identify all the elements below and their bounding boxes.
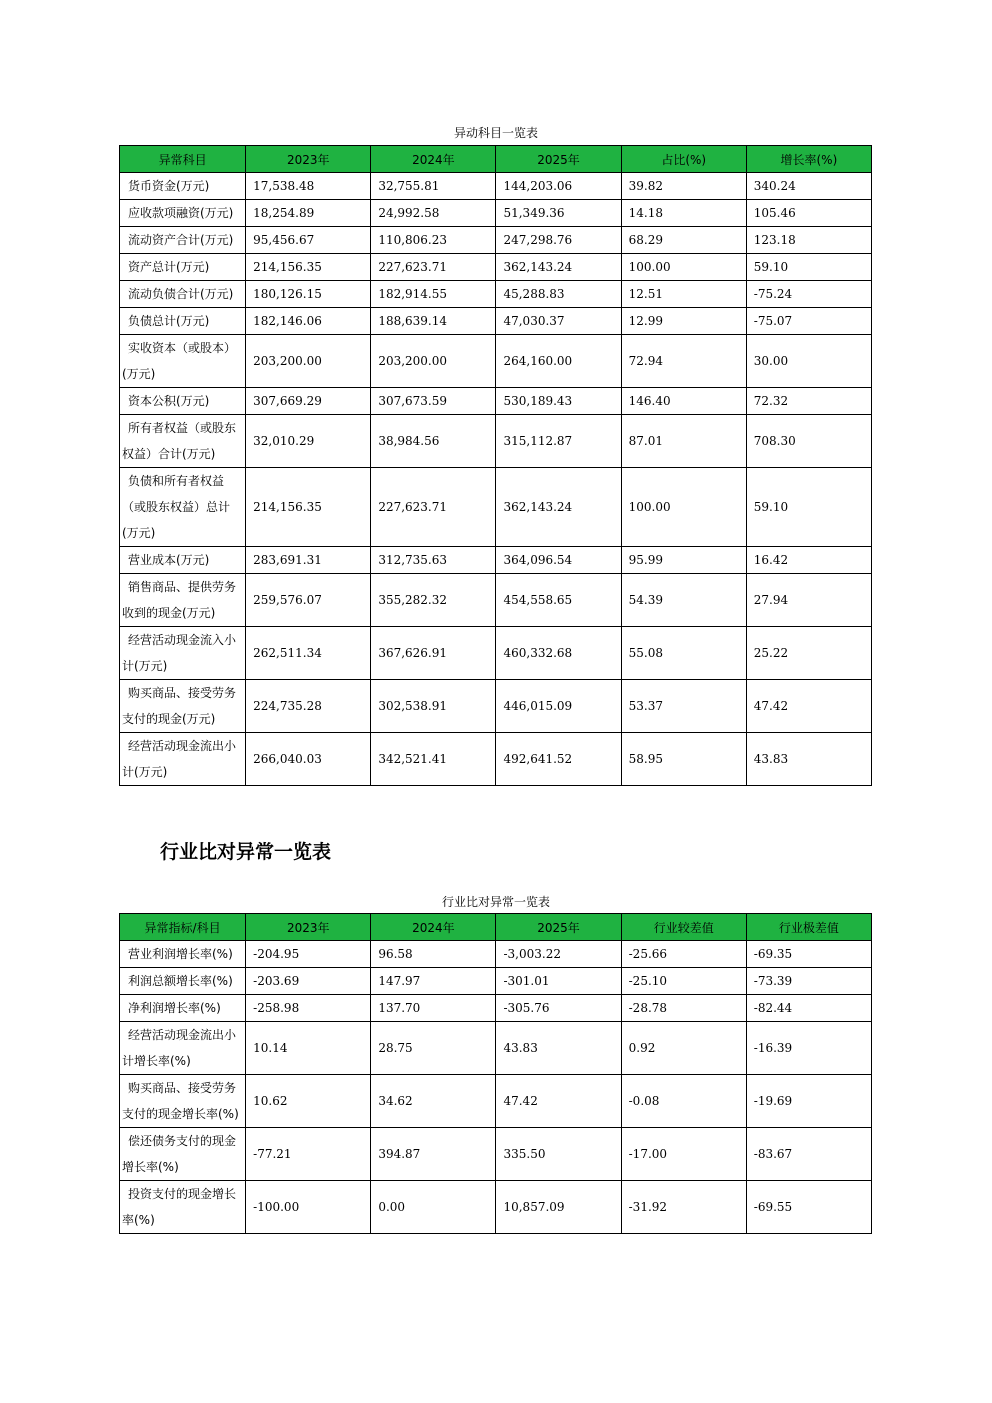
section-heading: 行业比对异常一览表 [160, 841, 332, 863]
value-cell: -75.24 [746, 281, 871, 308]
value-cell: -258.98 [246, 995, 371, 1022]
table-row [120, 627, 872, 680]
value-cell: -305.76 [496, 995, 621, 1022]
value-cell: 147.97 [371, 968, 496, 995]
value-cell: 95.99 [621, 547, 746, 574]
header-cell: 占比(%) [621, 146, 746, 173]
table-row [120, 941, 872, 968]
value-cell: -17.00 [621, 1128, 746, 1181]
table-row [120, 733, 872, 786]
table-row [120, 1022, 872, 1075]
value-cell: 227,623.71 [371, 254, 496, 281]
table-row [120, 968, 872, 995]
row-label: 应收款项融资(万元) [120, 200, 246, 227]
value-cell: 32,755.81 [371, 173, 496, 200]
value-cell: 394.87 [371, 1128, 496, 1181]
value-cell: -73.39 [746, 968, 871, 995]
table2-caption: 行业比对异常一览表 [441, 895, 550, 909]
value-cell: -77.21 [246, 1128, 371, 1181]
value-cell: 53.37 [621, 680, 746, 733]
table-header-row [120, 914, 872, 941]
row-label: 投资支付的现金增长率(%) [120, 1181, 246, 1234]
table-row [120, 227, 872, 254]
value-cell: 214,156.35 [246, 254, 371, 281]
value-cell: 110,806.23 [371, 227, 496, 254]
table-row [120, 173, 872, 200]
value-cell: -100.00 [246, 1181, 371, 1234]
value-cell: 18,254.89 [246, 200, 371, 227]
value-cell: 123.18 [746, 227, 871, 254]
row-label: 流动资产合计(万元) [120, 227, 246, 254]
value-cell: 188,639.14 [371, 308, 496, 335]
value-cell: 203,200.00 [246, 335, 371, 388]
value-cell: 144,203.06 [496, 173, 621, 200]
value-cell: 12.51 [621, 281, 746, 308]
table-row [120, 1075, 872, 1128]
value-cell: 0.92 [621, 1022, 746, 1075]
value-cell: 30.00 [746, 335, 871, 388]
value-cell: -25.66 [621, 941, 746, 968]
row-label: 营业利润增长率(%) [120, 941, 246, 968]
value-cell: 446,015.09 [496, 680, 621, 733]
header-cell: 行业极差值 [746, 914, 871, 941]
value-cell: 47,030.37 [496, 308, 621, 335]
header-cell: 2023年 [246, 914, 371, 941]
value-cell: 10.14 [246, 1022, 371, 1075]
value-cell: -83.67 [746, 1128, 871, 1181]
value-cell: 10,857.09 [496, 1181, 621, 1234]
value-cell: 259,576.07 [246, 574, 371, 627]
value-cell: 0.00 [371, 1181, 496, 1234]
value-cell: 203,200.00 [371, 335, 496, 388]
value-cell: 100.00 [621, 468, 746, 547]
value-cell: 355,282.32 [371, 574, 496, 627]
row-label: 营业成本(万元) [120, 547, 246, 574]
value-cell: 315,112.87 [496, 415, 621, 468]
value-cell: 38,984.56 [371, 415, 496, 468]
value-cell: -28.78 [621, 995, 746, 1022]
value-cell: 47.42 [746, 680, 871, 733]
row-label: 负债和所有者权益（或股东权益）总计(万元) [120, 468, 246, 547]
row-label: 销售商品、提供劳务收到的现金(万元) [120, 574, 246, 627]
value-cell: 530,189.43 [496, 388, 621, 415]
value-cell: 454,558.65 [496, 574, 621, 627]
value-cell: 12.99 [621, 308, 746, 335]
header-cell: 异常指标/科目 [120, 914, 246, 941]
row-label: 资产总计(万元) [120, 254, 246, 281]
value-cell: 262,511.34 [246, 627, 371, 680]
header-cell: 异常科目 [120, 146, 246, 173]
table-row [120, 200, 872, 227]
value-cell: 340.24 [746, 173, 871, 200]
row-label: 流动负债合计(万元) [120, 281, 246, 308]
value-cell: 342,521.41 [371, 733, 496, 786]
value-cell: 95,456.67 [246, 227, 371, 254]
header-cell: 2024年 [371, 914, 496, 941]
value-cell: 58.95 [621, 733, 746, 786]
table-row [120, 547, 872, 574]
value-cell: 68.29 [621, 227, 746, 254]
value-cell: 72.94 [621, 335, 746, 388]
table-row [120, 1128, 872, 1181]
value-cell: -25.10 [621, 968, 746, 995]
value-cell: 335.50 [496, 1128, 621, 1181]
value-cell: 227,623.71 [371, 468, 496, 547]
value-cell: 59.10 [746, 468, 871, 547]
value-cell: 182,146.06 [246, 308, 371, 335]
value-cell: 362,143.24 [496, 468, 621, 547]
value-cell: 367,626.91 [371, 627, 496, 680]
value-cell: -75.07 [746, 308, 871, 335]
value-cell: 214,156.35 [246, 468, 371, 547]
table-row [120, 415, 872, 468]
value-cell: 39.82 [621, 173, 746, 200]
value-cell: 87.01 [621, 415, 746, 468]
table-row [120, 335, 872, 388]
table-row [120, 1181, 872, 1234]
header-cell: 2024年 [371, 146, 496, 173]
table-row [120, 308, 872, 335]
value-cell: 146.40 [621, 388, 746, 415]
header-cell: 增长率(%) [746, 146, 871, 173]
value-cell: 54.39 [621, 574, 746, 627]
value-cell: -3,003.22 [496, 941, 621, 968]
value-cell: 362,143.24 [496, 254, 621, 281]
row-label: 利润总额增长率(%) [120, 968, 246, 995]
table-row [120, 995, 872, 1022]
value-cell: 708.30 [746, 415, 871, 468]
value-cell: 34.62 [371, 1075, 496, 1128]
value-cell: 137.70 [371, 995, 496, 1022]
value-cell: 59.10 [746, 254, 871, 281]
value-cell: 492,641.52 [496, 733, 621, 786]
row-label: 所有者权益（或股东权益）合计(万元) [120, 415, 246, 468]
header-cell: 行业较差值 [621, 914, 746, 941]
value-cell: 312,735.63 [371, 547, 496, 574]
value-cell: 302,538.91 [371, 680, 496, 733]
value-cell: 43.83 [746, 733, 871, 786]
row-label: 货币资金(万元) [120, 173, 246, 200]
row-label: 购买商品、接受劳务支付的现金(万元) [120, 680, 246, 733]
row-label: 经营活动现金流出小计(万元) [120, 733, 246, 786]
table-row [120, 388, 872, 415]
table-row [120, 281, 872, 308]
table-header-row [120, 146, 872, 173]
value-cell: -31.92 [621, 1181, 746, 1234]
table-row [120, 468, 872, 547]
value-cell: -0.08 [621, 1075, 746, 1128]
value-cell: 51,349.36 [496, 200, 621, 227]
value-cell: -16.39 [746, 1022, 871, 1075]
value-cell: 28.75 [371, 1022, 496, 1075]
value-cell: -69.55 [746, 1181, 871, 1234]
value-cell: 43.83 [496, 1022, 621, 1075]
value-cell: 17,538.48 [246, 173, 371, 200]
value-cell: 16.42 [746, 547, 871, 574]
row-label: 净利润增长率(%) [120, 995, 246, 1022]
value-cell: 307,669.29 [246, 388, 371, 415]
table-row [120, 574, 872, 627]
value-cell: 96.58 [371, 941, 496, 968]
value-cell: 307,673.59 [371, 388, 496, 415]
value-cell: 105.46 [746, 200, 871, 227]
header-cell: 2023年 [246, 146, 371, 173]
value-cell: 100.00 [621, 254, 746, 281]
header-cell: 2025年 [496, 146, 621, 173]
row-label: 购买商品、接受劳务支付的现金增长率(%) [120, 1075, 246, 1128]
value-cell: 27.94 [746, 574, 871, 627]
value-cell: 460,332.68 [496, 627, 621, 680]
row-label: 经营活动现金流出小计增长率(%) [120, 1022, 246, 1075]
value-cell: -82.44 [746, 995, 871, 1022]
value-cell: 224,735.28 [246, 680, 371, 733]
value-cell: 180,126.15 [246, 281, 371, 308]
value-cell: -301.01 [496, 968, 621, 995]
header-cell: 2025年 [496, 914, 621, 941]
value-cell: 14.18 [621, 200, 746, 227]
anomaly-accounts-table [119, 145, 872, 786]
value-cell: -203.69 [246, 968, 371, 995]
value-cell: 364,096.54 [496, 547, 621, 574]
value-cell: 283,691.31 [246, 547, 371, 574]
value-cell: 47.42 [496, 1075, 621, 1128]
value-cell: 45,288.83 [496, 281, 621, 308]
row-label: 偿还债务支付的现金增长率(%) [120, 1128, 246, 1181]
value-cell: -19.69 [746, 1075, 871, 1128]
table1-caption: 异动科目一览表 [453, 126, 538, 140]
value-cell: 10.62 [246, 1075, 371, 1128]
row-label: 经营活动现金流入小计(万元) [120, 627, 246, 680]
row-label: 资本公积(万元) [120, 388, 246, 415]
table-row [120, 254, 872, 281]
value-cell: 247,298.76 [496, 227, 621, 254]
row-label: 实收资本（或股本）(万元) [120, 335, 246, 388]
value-cell: 24,992.58 [371, 200, 496, 227]
value-cell: 55.08 [621, 627, 746, 680]
value-cell: 264,160.00 [496, 335, 621, 388]
row-label: 负债总计(万元) [120, 308, 246, 335]
value-cell: 32,010.29 [246, 415, 371, 468]
value-cell: 25.22 [746, 627, 871, 680]
value-cell: -204.95 [246, 941, 371, 968]
table-row [120, 680, 872, 733]
value-cell: 182,914.55 [371, 281, 496, 308]
value-cell: -69.35 [746, 941, 871, 968]
value-cell: 266,040.03 [246, 733, 371, 786]
value-cell: 72.32 [746, 388, 871, 415]
industry-comparison-table [119, 913, 872, 1234]
